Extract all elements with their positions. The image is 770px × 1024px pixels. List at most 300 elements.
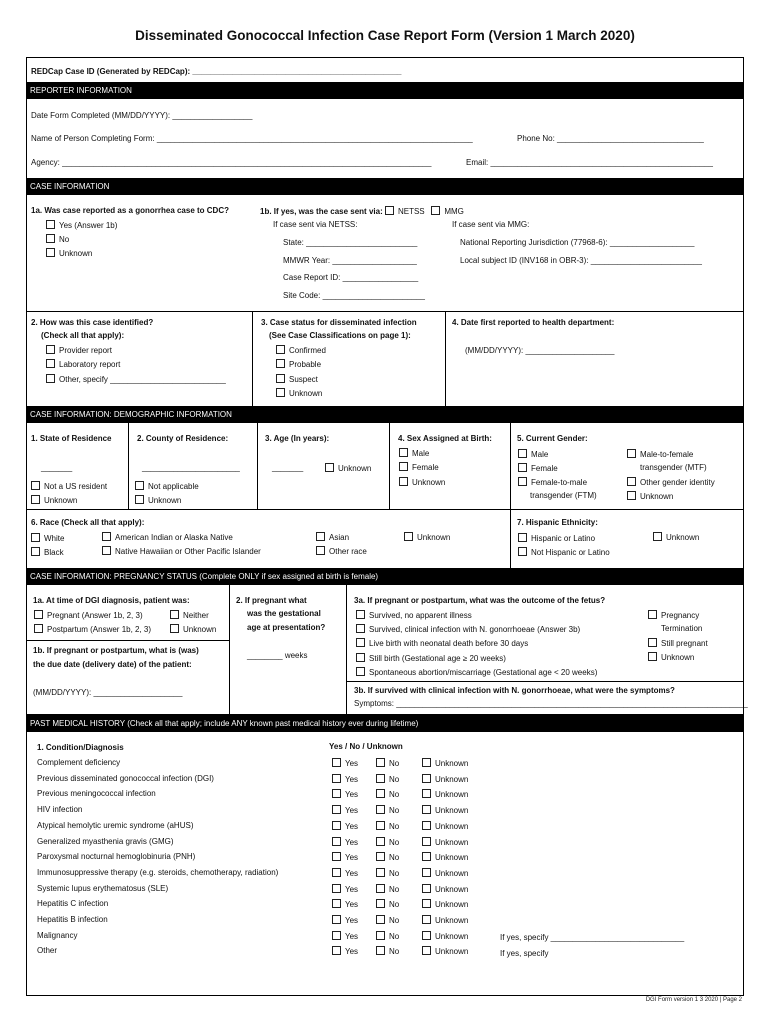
preg-pregnant[interactable]: Pregnant (Answer 1b, 2, 3) bbox=[34, 610, 143, 620]
pmh-no[interactable] bbox=[376, 915, 399, 925]
preg-q3a-label: 3a. If pregnant or postpartum, what was the outcome of the fetus? bbox=[354, 596, 606, 605]
age-unknown[interactable]: Unknown bbox=[325, 463, 371, 473]
pmh-no[interactable] bbox=[376, 774, 399, 784]
pmh-no[interactable] bbox=[376, 884, 399, 894]
gender-label: 5. Current Gender: bbox=[517, 434, 588, 443]
checkbox[interactable] bbox=[135, 495, 144, 504]
pmh-condition bbox=[37, 789, 156, 798]
preg-postpartum[interactable]: Postpartum (Answer 1b, 2, 3) bbox=[34, 624, 151, 634]
divider bbox=[26, 640, 229, 641]
checkbox[interactable] bbox=[422, 758, 431, 767]
checkbox[interactable] bbox=[102, 546, 111, 555]
preg-symptoms-field[interactable]: Symptoms: _______________________________________________________________________________ bbox=[354, 699, 748, 708]
checkbox[interactable] bbox=[46, 234, 55, 243]
pmh-option-label: Yes bbox=[345, 806, 359, 816]
checkbox[interactable] bbox=[332, 774, 341, 783]
checkbox[interactable] bbox=[648, 652, 657, 661]
pmh-unknown[interactable] bbox=[422, 837, 468, 847]
pmh-no[interactable] bbox=[376, 899, 399, 909]
pmh-no[interactable] bbox=[376, 837, 399, 847]
pmh-no[interactable] bbox=[376, 789, 399, 799]
q3-sublabel: (See Case Classifications on page 1): bbox=[269, 331, 411, 340]
pmh-yes[interactable] bbox=[332, 931, 358, 941]
preg-due-date-field[interactable]: (MM/DD/YYYY): ____________________ bbox=[33, 688, 183, 697]
checkbox[interactable] bbox=[46, 374, 55, 383]
fetus-termination[interactable]: Pregnancy bbox=[648, 610, 699, 620]
q3-unknown[interactable]: Unknown bbox=[276, 388, 322, 398]
netss-label: If case sent via NETSS: bbox=[273, 220, 358, 229]
checkbox[interactable] bbox=[518, 547, 527, 556]
pmh-unknown[interactable] bbox=[422, 805, 468, 815]
checkbox[interactable] bbox=[356, 624, 365, 633]
checkbox[interactable] bbox=[422, 884, 431, 893]
q3-suspect[interactable]: Suspect bbox=[276, 374, 318, 384]
county-na[interactable]: Not applicable bbox=[135, 481, 199, 491]
checkbox[interactable] bbox=[431, 206, 440, 215]
gender-mtf-cont: transgender (MTF) bbox=[640, 463, 707, 472]
q2-other[interactable]: Other, specify __________________________ bbox=[46, 374, 226, 384]
pmh-option-label: Unknown bbox=[435, 774, 469, 784]
ethnicity-not-hispanic[interactable]: Not Hispanic or Latino bbox=[518, 547, 610, 557]
checkbox[interactable] bbox=[422, 852, 431, 861]
checkbox[interactable] bbox=[46, 248, 55, 257]
pmh-condition bbox=[37, 915, 108, 924]
pmh-option-label: Unknown bbox=[435, 884, 469, 894]
other-specify-field[interactable]: If yes, specify bbox=[500, 949, 549, 958]
pmh-condition bbox=[37, 868, 278, 877]
demographic-section-header: CASE INFORMATION: DEMOGRAPHIC INFORMATION bbox=[26, 406, 744, 423]
phone-field[interactable]: Phone No: _________________________________ bbox=[517, 134, 704, 143]
pmh-option-label: No bbox=[389, 853, 400, 863]
q2-sublabel: (Check all that apply): bbox=[41, 331, 125, 340]
pmh-section-header: PAST MEDICAL HISTORY (Check all that apply; include ANY known past medical history ever during lifetime) bbox=[26, 714, 744, 732]
sex-female[interactable]: Female bbox=[399, 462, 439, 472]
checkbox[interactable] bbox=[376, 946, 385, 955]
pmh-condition-label: HIV infection bbox=[37, 805, 83, 815]
state-not-us[interactable]: Not a US resident bbox=[31, 481, 107, 491]
pmh-no[interactable] bbox=[376, 868, 399, 878]
race-white[interactable]: White bbox=[31, 533, 64, 543]
fetus-still-birth[interactable]: Still birth (Gestational age ≥ 20 weeks) bbox=[356, 653, 506, 663]
fetus-termination-cont: Termination bbox=[661, 624, 703, 633]
date-completed-field[interactable]: Date Form Completed (MM/DD/YYYY): __________________ bbox=[31, 111, 253, 120]
pmh-option-label: No bbox=[389, 837, 400, 847]
divider bbox=[389, 423, 390, 509]
checkbox[interactable] bbox=[276, 388, 285, 397]
checkbox[interactable] bbox=[31, 481, 40, 490]
divider bbox=[445, 311, 446, 406]
divider bbox=[26, 509, 744, 510]
state-field[interactable]: _______ bbox=[41, 463, 73, 472]
preg-neither[interactable]: Neither bbox=[170, 610, 209, 620]
checkbox[interactable] bbox=[648, 638, 657, 647]
pmh-no[interactable] bbox=[376, 758, 399, 768]
pmh-option-label: No bbox=[389, 900, 400, 910]
checkbox[interactable] bbox=[31, 533, 40, 542]
pmh-yes[interactable] bbox=[332, 805, 358, 815]
pmh-option-label: No bbox=[389, 774, 400, 784]
pmh-condition bbox=[37, 899, 108, 908]
pmh-option-label: Unknown bbox=[435, 900, 469, 910]
preg-q1a-label: 1a. At time of DGI diagnosis, patient was: bbox=[33, 596, 190, 605]
checkbox[interactable] bbox=[102, 532, 111, 541]
checkbox[interactable] bbox=[518, 463, 527, 472]
checkbox[interactable] bbox=[356, 653, 365, 662]
pmh-option-label: Yes bbox=[345, 790, 359, 800]
mmg-local-id-field[interactable]: Local subject ID (INV168 in OBR-3): _________________________ bbox=[460, 256, 702, 265]
reporter-section-header: REPORTER INFORMATION bbox=[26, 82, 744, 99]
checkbox[interactable] bbox=[170, 624, 179, 633]
preg-q2-label-1: 2. If pregnant what bbox=[236, 596, 307, 605]
checkbox[interactable] bbox=[422, 868, 431, 877]
pmh-unknown[interactable] bbox=[422, 899, 468, 909]
q4-label: 4. Date first reported to health department: bbox=[452, 318, 615, 327]
pmh-unknown[interactable] bbox=[422, 915, 468, 925]
q4-date-field[interactable]: (MM/DD/YYYY): ____________________ bbox=[465, 346, 615, 355]
netss-site-code-field[interactable]: Site Code: _______________________ bbox=[283, 291, 425, 300]
pmh-yes[interactable] bbox=[332, 789, 358, 799]
pmh-yes[interactable] bbox=[332, 774, 358, 784]
pmh-option-label: No bbox=[389, 790, 400, 800]
pmh-no[interactable] bbox=[376, 805, 399, 815]
q3-confirmed[interactable]: Confirmed bbox=[276, 345, 326, 355]
divider bbox=[510, 423, 511, 568]
pmh-col-answer: Yes / No / Unknown bbox=[329, 742, 403, 751]
checkbox[interactable] bbox=[376, 899, 385, 908]
pmh-condition bbox=[37, 821, 194, 830]
pmh-option-label: Yes bbox=[345, 853, 359, 863]
pmh-option-label: Yes bbox=[345, 884, 359, 894]
checkbox[interactable] bbox=[332, 821, 341, 830]
pmh-condition bbox=[37, 884, 168, 893]
checkbox[interactable] bbox=[518, 477, 527, 486]
pmh-option-label: No bbox=[389, 806, 400, 816]
preg-q2-label-3: age at presentation? bbox=[247, 623, 326, 632]
checkbox[interactable] bbox=[385, 206, 394, 215]
checkbox[interactable] bbox=[376, 789, 385, 798]
pmh-unknown[interactable] bbox=[422, 884, 468, 894]
checkbox[interactable] bbox=[34, 624, 43, 633]
pmh-condition bbox=[37, 946, 57, 955]
q1a-no[interactable]: No bbox=[46, 234, 69, 244]
pmh-unknown[interactable] bbox=[422, 946, 468, 956]
checkbox[interactable] bbox=[46, 220, 55, 229]
preg-q3b-label: 3b. If survived with clinical infection with N. gonorrhoeae, what were the symptoms? bbox=[354, 686, 675, 695]
pmh-no[interactable] bbox=[376, 946, 399, 956]
pmh-no[interactable] bbox=[376, 931, 399, 941]
pmh-condition-label: Hepatitis B infection bbox=[37, 915, 108, 924]
preg-unknown[interactable]: Unknown bbox=[170, 624, 216, 634]
checkbox[interactable] bbox=[332, 789, 341, 798]
checkbox[interactable] bbox=[376, 915, 385, 924]
malignancy-specify-field[interactable]: If yes, specify ______________________________ bbox=[500, 933, 685, 942]
pmh-condition-label: Immunosuppressive therapy (e.g. steroids, chemotherapy, radiation) bbox=[37, 867, 279, 877]
email-field[interactable]: Email: __________________________________________________ bbox=[466, 158, 713, 167]
race-black[interactable]: Black bbox=[31, 547, 64, 557]
q3-probable[interactable]: Probable bbox=[276, 359, 321, 369]
checkbox[interactable] bbox=[518, 449, 527, 458]
pmh-condition-label: Complement deficiency bbox=[37, 758, 121, 767]
checkbox[interactable] bbox=[332, 899, 341, 908]
divider bbox=[26, 311, 744, 312]
pmh-option-label: Yes bbox=[345, 774, 359, 784]
pmh-condition bbox=[37, 837, 174, 846]
checkbox[interactable] bbox=[422, 805, 431, 814]
age-label: 3. Age (In years): bbox=[265, 434, 330, 443]
pmh-unknown[interactable] bbox=[422, 931, 468, 941]
pmh-condition-label: Generalized myasthenia gravis (GMG) bbox=[37, 836, 174, 846]
ethnicity-unknown[interactable]: Unknown bbox=[653, 532, 699, 542]
checkbox[interactable] bbox=[648, 610, 657, 619]
pmh-option-label: Unknown bbox=[435, 931, 469, 941]
case-id-field[interactable]: REDCap Case ID (Generated by REDCap): _______________________________________________ bbox=[31, 67, 402, 76]
checkbox[interactable] bbox=[276, 374, 285, 383]
pmh-yes[interactable] bbox=[332, 899, 358, 909]
checkbox[interactable] bbox=[332, 758, 341, 767]
pmh-option-label: Yes bbox=[345, 759, 359, 768]
pmh-condition-label: Hepatitis C infection bbox=[37, 899, 109, 909]
pmh-option-label: Unknown bbox=[435, 806, 469, 816]
pmh-yes[interactable] bbox=[332, 821, 358, 831]
pmh-unknown[interactable] bbox=[422, 821, 468, 831]
q2-provider[interactable]: Provider report bbox=[46, 345, 112, 355]
race-asian[interactable]: Asian bbox=[316, 532, 349, 542]
pmh-no[interactable] bbox=[376, 821, 399, 831]
checkbox[interactable] bbox=[332, 915, 341, 924]
preg-weeks-field[interactable]: ________ weeks bbox=[247, 651, 308, 660]
pmh-condition bbox=[37, 774, 214, 783]
checkbox[interactable] bbox=[46, 359, 55, 368]
checkbox[interactable] bbox=[376, 868, 385, 877]
divider bbox=[252, 311, 253, 406]
fetus-survived[interactable]: Survived, no apparent illness bbox=[356, 610, 472, 620]
case-info-section-header: CASE INFORMATION bbox=[26, 178, 744, 195]
ethnicity-label: 7. Hispanic Ethnicity: bbox=[517, 518, 598, 527]
pmh-option-label: Yes bbox=[345, 821, 359, 831]
checkbox[interactable] bbox=[627, 491, 636, 500]
checkbox[interactable] bbox=[356, 638, 365, 647]
q1a-yes[interactable]: Yes (Answer 1b) bbox=[46, 220, 117, 230]
gender-ftm[interactable]: Female-to-male bbox=[518, 477, 587, 487]
divider bbox=[229, 585, 230, 714]
agency-field[interactable]: Agency: ___________________________________________________________________________________ bbox=[31, 158, 432, 167]
checkbox[interactable] bbox=[376, 774, 385, 783]
checkbox[interactable] bbox=[376, 884, 385, 893]
divider bbox=[346, 681, 744, 682]
divider bbox=[346, 585, 347, 714]
pmh-condition bbox=[37, 931, 77, 940]
pmh-yes[interactable] bbox=[332, 852, 358, 862]
checkbox[interactable] bbox=[31, 495, 40, 504]
pmh-option-label: Unknown bbox=[435, 916, 469, 925]
mmg-jurisdiction-field[interactable]: National Reporting Jurisdiction (77968-6): ___________________ bbox=[460, 238, 695, 247]
fetus-miscarriage[interactable]: Spontaneous abortion/miscarriage (Gestational age < 20 weeks) bbox=[356, 667, 597, 677]
pmh-unknown[interactable] bbox=[422, 774, 468, 784]
checkbox[interactable] bbox=[332, 931, 341, 940]
pmh-yes[interactable] bbox=[332, 837, 358, 847]
pmh-unknown[interactable] bbox=[422, 758, 468, 768]
checkbox[interactable] bbox=[332, 852, 341, 861]
checkbox[interactable] bbox=[356, 667, 365, 676]
checkbox[interactable] bbox=[518, 533, 527, 542]
q2-lab[interactable]: Laboratory report bbox=[46, 359, 120, 369]
checkbox[interactable] bbox=[422, 899, 431, 908]
gender-male[interactable]: Male bbox=[518, 449, 548, 459]
q1a-unknown[interactable]: Unknown bbox=[46, 248, 92, 258]
checkbox[interactable] bbox=[46, 345, 55, 354]
divider bbox=[257, 423, 258, 509]
pmh-option-label: Unknown bbox=[435, 821, 469, 831]
netss-state-field[interactable]: State: _________________________ bbox=[283, 238, 418, 247]
pmh-yes[interactable] bbox=[332, 758, 358, 768]
pmh-option-label: Yes bbox=[345, 837, 359, 847]
netss-mmwr-year-field[interactable]: MMWR Year: ___________________ bbox=[283, 256, 417, 265]
checkbox[interactable] bbox=[627, 449, 636, 458]
pmh-condition bbox=[37, 758, 120, 767]
checkbox[interactable] bbox=[422, 946, 431, 955]
checkbox[interactable] bbox=[276, 359, 285, 368]
q1a-label: 1a. Was case reported as a gonorrhea case to CDC? bbox=[31, 206, 229, 215]
gender-mtf[interactable]: Male-to-female bbox=[627, 449, 693, 459]
checkbox[interactable] bbox=[422, 837, 431, 846]
pmh-col-condition: 1. Condition/Diagnosis bbox=[37, 743, 124, 752]
pmh-option-label: Unknown bbox=[435, 853, 469, 863]
checkbox[interactable] bbox=[376, 805, 385, 814]
checkbox[interactable] bbox=[316, 532, 325, 541]
checkbox[interactable] bbox=[376, 758, 385, 767]
pmh-unknown[interactable] bbox=[422, 868, 468, 878]
gender-unknown[interactable]: Unknown bbox=[627, 491, 673, 501]
checkbox[interactable] bbox=[332, 946, 341, 955]
fetus-still-pregnant[interactable]: Still pregnant bbox=[648, 638, 708, 648]
q3-label: 3. Case status for disseminated infection bbox=[261, 318, 417, 327]
q1b-label: 1b. If yes, was the case sent via: NETSS MMG bbox=[260, 207, 464, 216]
person-name-field[interactable]: Name of Person Completing Form: _______________________________________________________________________ bbox=[31, 134, 473, 143]
pmh-option-label: Unknown bbox=[435, 947, 469, 957]
pmh-condition bbox=[37, 805, 82, 814]
pmh-unknown[interactable] bbox=[422, 789, 468, 799]
checkbox[interactable] bbox=[422, 789, 431, 798]
preg-q1b-label-1: 1b. If pregnant or postpartum, what is (was) bbox=[33, 646, 199, 655]
pmh-yes[interactable] bbox=[332, 946, 358, 956]
county-label: 2. County of Residence: bbox=[137, 434, 229, 443]
checkbox[interactable] bbox=[31, 547, 40, 556]
sex-unknown[interactable]: Unknown bbox=[399, 477, 445, 487]
checkbox[interactable] bbox=[376, 821, 385, 830]
checkbox[interactable] bbox=[399, 477, 408, 486]
checkbox[interactable] bbox=[332, 884, 341, 893]
race-nhpi[interactable]: Native Hawaiian or Other Pacific Islander bbox=[102, 546, 261, 556]
pmh-option-label: Yes bbox=[345, 868, 359, 878]
gender-ftm-cont: transgender (FTM) bbox=[530, 491, 597, 500]
state-unknown[interactable]: Unknown bbox=[31, 495, 77, 505]
race-aian[interactable]: American Indian or Alaska Native bbox=[102, 532, 233, 542]
pmh-no[interactable] bbox=[376, 852, 399, 862]
checkbox[interactable] bbox=[376, 852, 385, 861]
sex-male[interactable]: Male bbox=[399, 448, 429, 458]
fetus-neonatal-death[interactable]: Live birth with neonatal death before 30 days bbox=[356, 638, 528, 648]
checkbox[interactable] bbox=[422, 821, 431, 830]
q2-label: 2. How was this case identified? bbox=[31, 318, 154, 327]
pmh-condition bbox=[37, 852, 195, 861]
pmh-yes[interactable] bbox=[332, 884, 358, 894]
preg-q2-label-2: was the gestational bbox=[247, 609, 321, 618]
preg-q1b-label-2: the due date (delivery date) of the patient: bbox=[33, 660, 192, 669]
gender-female[interactable]: Female bbox=[518, 463, 558, 473]
checkbox[interactable] bbox=[399, 462, 408, 471]
checkbox[interactable] bbox=[34, 610, 43, 619]
pmh-option-label: Yes bbox=[345, 947, 359, 957]
pmh-option-label: No bbox=[389, 916, 400, 925]
checkbox[interactable] bbox=[627, 477, 636, 486]
checkbox[interactable] bbox=[325, 463, 334, 472]
pmh-option-label: Yes bbox=[345, 916, 359, 925]
pregnancy-section-header: CASE INFORMATION: PREGNANCY STATUS (Complete ONLY if sex assigned at birth is female) bbox=[26, 568, 744, 585]
pmh-option-label: No bbox=[389, 759, 400, 768]
pmh-condition-label: Paroxysmal nocturnal hemoglobinuria (PNH) bbox=[37, 852, 196, 862]
pmh-unknown[interactable] bbox=[422, 852, 468, 862]
netss-case-report-id-field[interactable]: Case Report ID: _________________ bbox=[283, 273, 419, 282]
checkbox[interactable] bbox=[422, 774, 431, 783]
pmh-option-label: Unknown bbox=[435, 868, 469, 878]
form-title: Disseminated Gonococcal Infection Case Report Form (Version 1 March 2020) bbox=[135, 28, 635, 43]
checkbox[interactable] bbox=[135, 481, 144, 490]
checkbox[interactable] bbox=[356, 610, 365, 619]
checkbox[interactable] bbox=[376, 837, 385, 846]
pmh-condition-label: Atypical hemolytic uremic syndrome (aHUS) bbox=[37, 820, 194, 830]
checkbox[interactable] bbox=[653, 532, 662, 541]
pmh-yes[interactable] bbox=[332, 868, 358, 878]
checkbox[interactable] bbox=[404, 532, 413, 541]
pmh-option-label: Yes bbox=[345, 900, 359, 910]
pmh-condition-label: Systemic lupus erythematosus (SLE) bbox=[37, 883, 169, 893]
pmh-option-label: No bbox=[389, 947, 400, 957]
checkbox[interactable] bbox=[276, 345, 285, 354]
fetus-unknown[interactable]: Unknown bbox=[648, 652, 694, 662]
pmh-condition-label: Previous meningococcal infection bbox=[37, 789, 156, 799]
pmh-condition-label: Previous disseminated gonococcal infection (DGI) bbox=[37, 773, 214, 783]
pmh-option-label: No bbox=[389, 821, 400, 831]
checkbox[interactable] bbox=[332, 805, 341, 814]
footer: DGI Form version 1 3 2020 | Page 2 bbox=[645, 997, 742, 1003]
checkbox[interactable] bbox=[316, 546, 325, 555]
state-label: 1. State of Residence bbox=[31, 434, 112, 443]
checkbox[interactable] bbox=[399, 448, 408, 457]
county-unknown[interactable]: Unknown bbox=[135, 495, 181, 505]
pmh-option-label: Unknown bbox=[435, 759, 469, 768]
county-field[interactable]: ______________________ bbox=[142, 463, 240, 472]
checkbox[interactable] bbox=[422, 931, 431, 940]
sex-label: 4. Sex Assigned at Birth: bbox=[398, 434, 492, 443]
checkbox[interactable] bbox=[332, 868, 341, 877]
checkbox[interactable] bbox=[376, 931, 385, 940]
race-unknown[interactable]: Unknown bbox=[404, 532, 450, 542]
gender-other[interactable]: Other gender identity bbox=[627, 477, 715, 487]
pmh-option-label: No bbox=[389, 868, 400, 878]
pmh-option-label: Yes bbox=[345, 931, 359, 941]
pmh-yes[interactable] bbox=[332, 915, 358, 925]
checkbox[interactable] bbox=[422, 915, 431, 924]
pmh-condition-label: Other bbox=[37, 946, 58, 956]
checkbox[interactable] bbox=[332, 837, 341, 846]
age-field[interactable]: _______ bbox=[272, 463, 304, 472]
race-other[interactable]: Other race bbox=[316, 546, 367, 556]
checkbox[interactable] bbox=[170, 610, 179, 619]
fetus-clinical[interactable]: Survived, clinical infection with N. gonorrhoeae (Answer 3b) bbox=[356, 624, 580, 634]
race-label: 6. Race (Check all that apply): bbox=[31, 518, 145, 527]
ethnicity-hispanic[interactable]: Hispanic or Latino bbox=[518, 533, 595, 543]
pmh-option-label: Unknown bbox=[435, 837, 469, 847]
